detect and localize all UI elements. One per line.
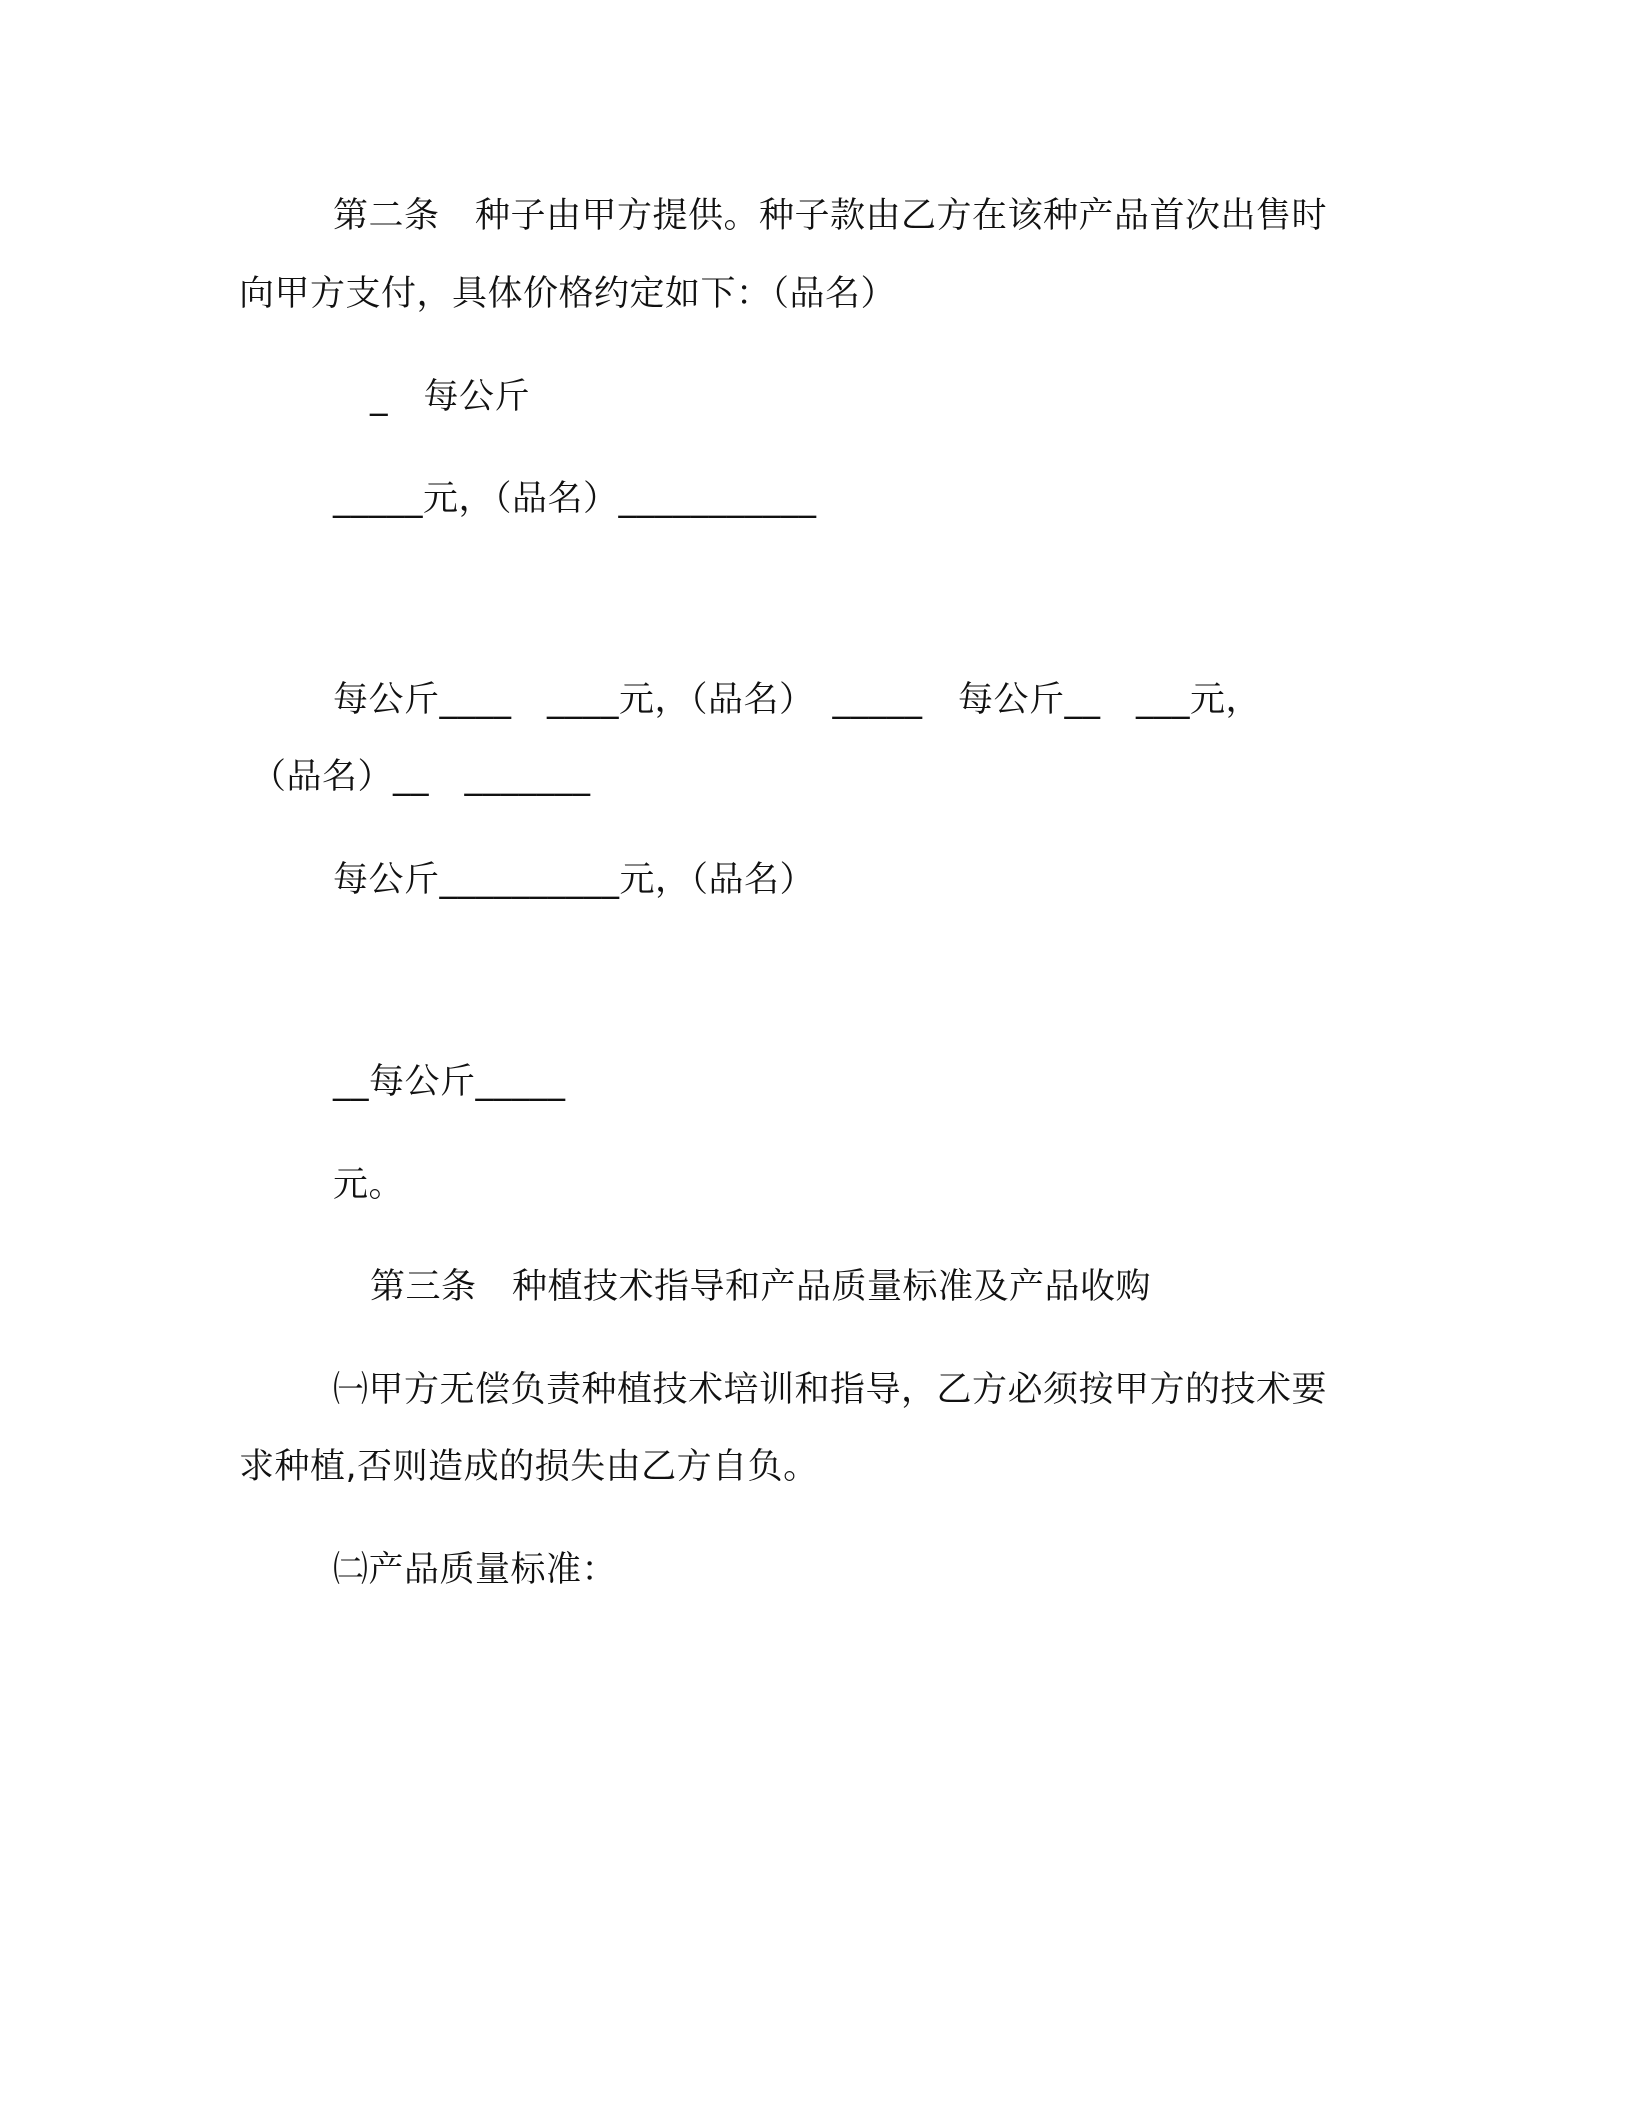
price-line-5: 每公斤__________元，（品名） (333, 860, 816, 900)
article-2-line-1: 第二条 种子由甲方提供。种子款由乙方在该种产品首次出售时 (333, 196, 1328, 236)
article-3-title: 第三条 种植技术指导和产品质量标准及产品收购 (370, 1267, 1152, 1307)
price-line-6: __每公斤_____ (333, 1062, 566, 1102)
price-line-4: （品名）__ _______ (251, 757, 591, 797)
article-3-item-1-line-1: ㈠甲方无偿负责种植技术培训和指导，乙方必须按甲方的技术要 (333, 1370, 1328, 1410)
article-3-item-2: ㈡产品质量标准： (333, 1550, 618, 1590)
price-line-2: _____元，（品名）___________ (333, 479, 817, 519)
price-line-3: 每公斤____ ____元，（品名） _____ 每公斤__ ___元， (333, 680, 1262, 720)
price-line-7: 元。 (333, 1165, 405, 1205)
price-line-1: _ 每公斤 (370, 377, 531, 417)
article-3-item-1-line-2: 求种植,否则造成的损失由乙方自负。 (239, 1447, 819, 1487)
article-2-line-2: 向甲方支付，具体价格约定如下：（品名） (239, 274, 897, 314)
